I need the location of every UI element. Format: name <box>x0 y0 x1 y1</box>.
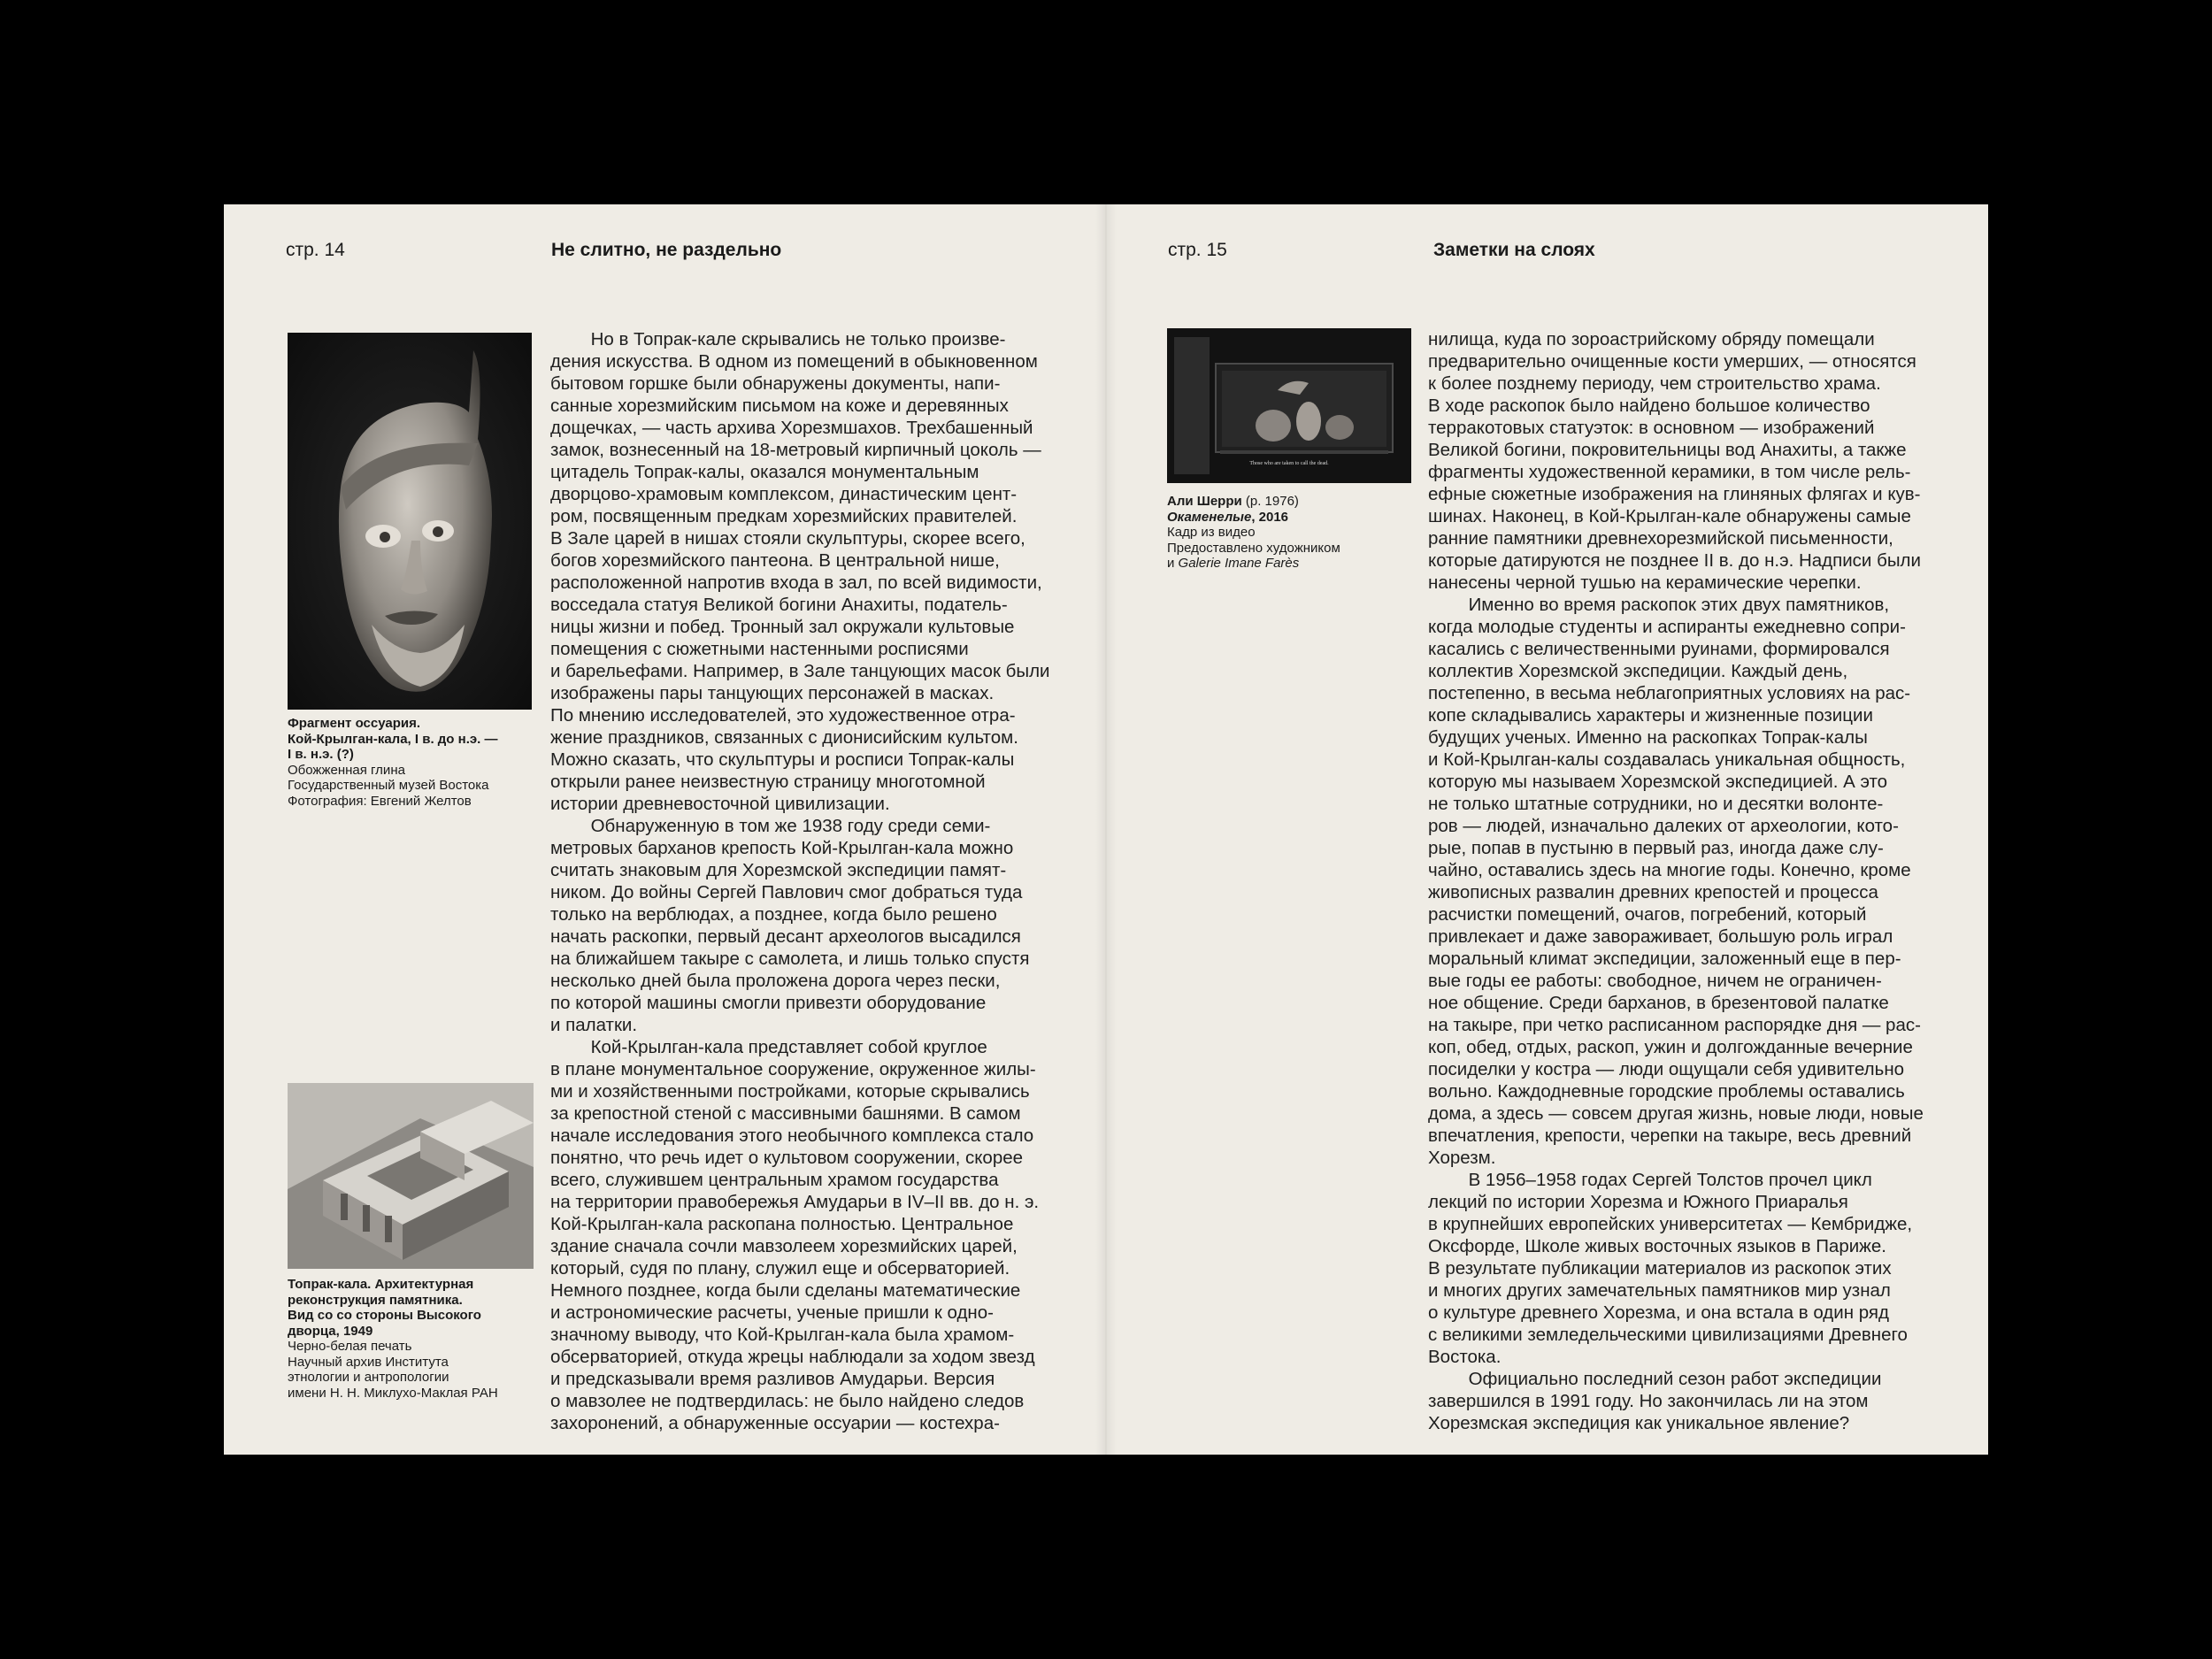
caption-line-5-prefix: и <box>1167 556 1179 571</box>
caption-line-4: Предоставлено художником <box>1167 540 1340 556</box>
video-caption <box>1167 494 1340 572</box>
model-caption-title: Топрак-кала. Архитектурная реконструкция памятника. Вид со со стороны Высокого дворца, 1949 <box>288 1277 481 1339</box>
model-caption <box>288 1277 498 1401</box>
video-still <box>1167 328 1411 483</box>
caption-line-3: Кадр из видео <box>1167 525 1256 540</box>
architectural-model-illustration <box>288 1083 534 1269</box>
mask-caption-details: Обожженная глина Государственный музей Востока Фотография: Евгений Желтов <box>288 762 489 809</box>
toprak-kala-model-photo <box>288 1083 534 1269</box>
page-number: стр. 15 <box>1168 240 1227 260</box>
right-page <box>1106 204 1988 1455</box>
artist-name: Али Шерри <box>1167 494 1242 509</box>
body-text-right: нилища, куда по зороастрийскому обряду помещали предварительно очищенные кости умерших, — относятся к более позднему периоду, чем строительство храма. В ходе раскопок было найдено большое количество терракотовых статуэток: в основном — изображений Великой богини, покровительницы вод Анахиты, а также фрагменты художественной керамики, в том числе рель- ефные сюжетные изображения на глиняных флягах и кув- шинах. Наконец, в Кой-Крылган-кале обнаружены самые ранние памятники древнехорезмийской письменности, которые датируются не позднее II в. до н.э. Надписи были нанесены черной тушью на керамические черепки. Именно во время раскопок этих двух памятников, когда молодые студенты и аспиранты ежедневно сопри- касались с величественными руинами, формировался коллектив Хорезмской экспедиции. Каждый день, постепенно, в весьма неблагоприятных условиях на рас- копе складывались характеры и жизненные позиции будущих ученых. Именно на раскопках Топрак-калы и Кой-Крылган-калы создавалась уникальная общность, которую мы называем Хорезмской экспедицией. А это не только штатные сотрудники, но и десятки волонте- ров — людей, изначально далеких от археологии, кото- рые, попав в пустыню в первый раз, иногда даже слу- чайно, оставались здесь на многие годы. Конечно, кроме живописных развалин древних крепостей и процесса расчистки помещений, очагов, погребений, который привлекает и даже завораживает, большую роль играл моральный климат экспедиции, заложенный еще в пер- вые годы ее работы: свободное, ничем не ограничен- ное общение. Среди барханов, в брезентовой палатке на такыре, при четко расписанном распорядке дня — рас- коп, обед, отдых, раскоп, ужин и долгожданные вечерние посиделки у костра — люди ощущали себя удивительно вольно. Каждодневные городские проблемы оставались дома, а здесь — совсем другая жизнь, новые люди, новые впечатления, крепости, черепки на такыре, весь древний Хорезм. В 1956–1958 годах Сергей Толстов прочел цикл лекций по истории Хорезма и Южного Приаралья в крупнейших европейских университетах — Кембридже, Оксфорде, Школе живых восточных языков в Париже. В результате публикации материалов из раскопок этих и многих других замечательных памятников мир узнал о культуре древнего Хорезма, и она встала в один ряд с великими земледельческими цивилизациями Древнего Востока. Официально последний сезон работ экспедиции завершился в 1991 году. Но закончилась ли на этом Хорезмская экспедиция как уникальное явление? <box>1428 329 1924 1433</box>
page-title: Не слитно, не раздельно <box>551 240 782 260</box>
mask-caption-title: Фрагмент оссуария. Кой-Крылган-кала, I в. до н.э. — I в. н.э. (?) <box>288 716 498 762</box>
ossuary-mask-illustration <box>288 333 532 710</box>
model-caption-details: Черно-белая печать Научный архив Института этнологии и антропологии имени Н. Н. Миклухо-Маклая РАН <box>288 1339 498 1401</box>
video-subtitle: Those who are taken to call the dead. <box>1249 461 1329 466</box>
page-title: Заметки на слоях <box>1433 240 1595 260</box>
page-number: стр. 14 <box>286 240 345 260</box>
left-page <box>224 204 1106 1455</box>
artist-years: (р. 1976) <box>1241 494 1299 509</box>
gallery-name: Galerie Imane Farès <box>1178 556 1300 571</box>
work-title: Окаменелые <box>1167 509 1252 525</box>
body-text-left: Но в Топрак-кале скрывались не только произве- дения искусства. В одном из помещений в обыкновенном бытовом горшке были обнаружены документы, напи- санные хорезмийским письмом на коже и деревянных дощечках, — часть архива Хорезмшахов. Трехбашенный замок, вознесенный на 18-метровый кирпичный цоколь — цитадель Топрак-калы, оказался монументальным дворцово-храмовым комплексом, династическим цент- ром, посвященным предкам хорезмийских правителей. В Зале царей в нишах стояли скульптуры, скорее всего, богов хорезмийского пантеона. В центральной нише, расположенной напротив входа в зал, по всей видимости, восседала статуя Великой богини Анахиты, податель- ницы жизни и побед. Тронный зал окружали культовые помещения с сюжетными настенными росписями и барельефами. Например, в Зале танцующих масок были изображены пары танцующих персонажей в масках. По мнению исследователей, это художественное отра- жение праздников, связанных с дионисийским культом. Можно сказать, что скульптуры и росписи Топрак-калы открыли ранее неизвестную страницу многотомной истории древневосточной цивилизации. Обнаруженную в том же 1938 году среди семи- метровых барханов крепость Кой-Крылган-кала можно считать знаковым для Хорезмской экспедиции памят- ником. До войны Сергей Павлович смог добраться туда только на верблюдах, а позднее, когда было решено начать раскопки, первый десант археологов высадился на ближайшем такыре с самолета, и лишь только спустя несколько дней была проложена дорога через пески, по которой машины смогли привезти оборудование и палатки. Кой-Крылган-кала представляет собой круглое в плане монументальное сооружение, окруженное жилы- ми и хозяйственными постройками, которые скрывались за крепостной стеной с массивными башнями. В самом начале исследования этого необычного комплекса стало понятно, что речь идет о культовом сооружении, скорее всего, служившем центральным храмом государства на территории правобережья Амударьи в IV–II вв. до н. э. Кой-Крылган-кала раскопана полностью. Центральное здание сначала сочли мавзолеем хорезмийских царей, который, судя по плану, служил еще и обсерваторией. Немного позднее, когда были сделаны математические и астрономические расчеты, ученые пришли к одно- значному выводу, что Кой-Крылган-кала была храмом- обсерваторией, откуда жрецы наблюдали за ходом звезд и предсказывали время разливов Амударьи. Версия о мавзолее не подтвердилась: не было найдено следов захоронений, а обнаруженные оссуарии — костехра- <box>550 329 1050 1433</box>
ossuary-mask-photo <box>288 333 532 710</box>
work-year: , 2016 <box>1251 509 1289 525</box>
mask-caption <box>288 716 497 809</box>
booklet-spread <box>224 204 1988 1455</box>
video-still-illustration <box>1167 328 1411 483</box>
